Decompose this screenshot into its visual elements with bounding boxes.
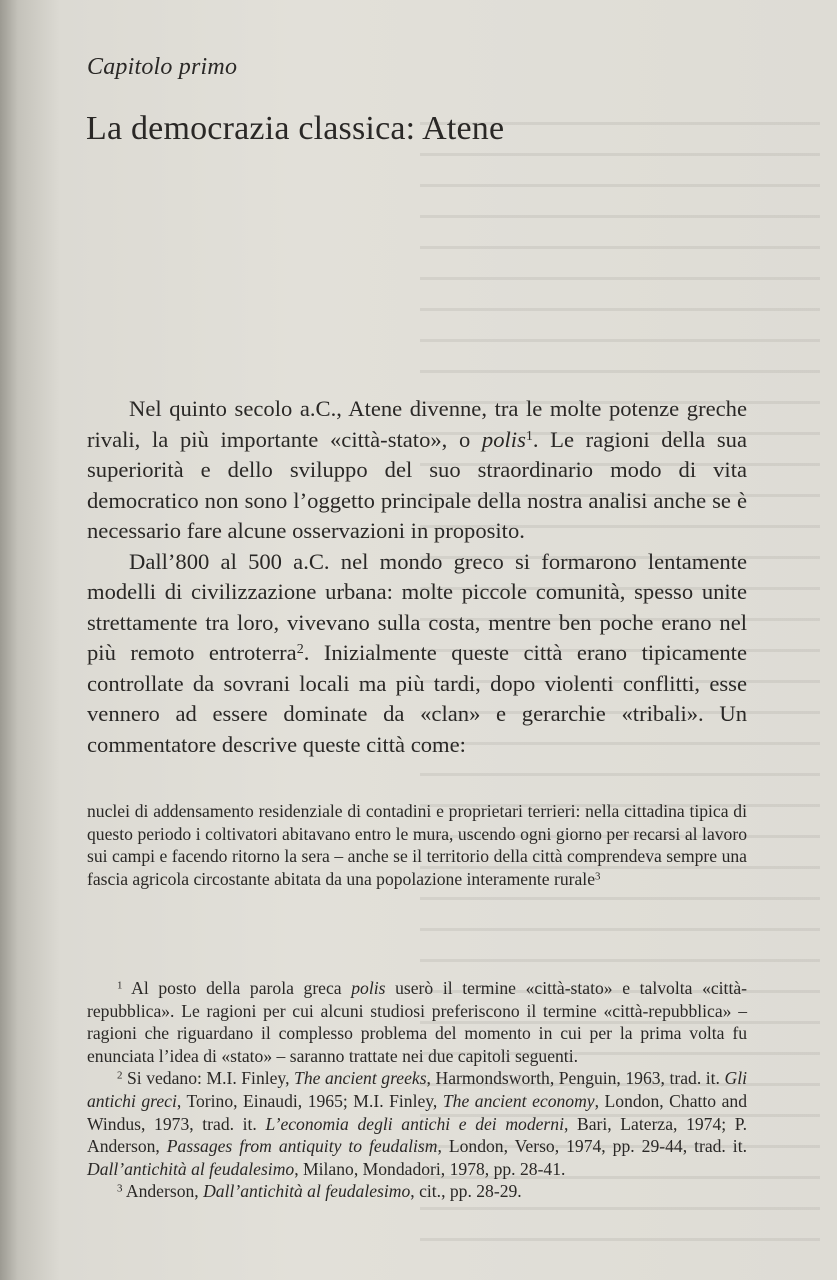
paragraph-1: Nel quinto secolo a.C., Atene divenne, tra le molte potenze greche rivali, la più importante «città-stato», o polis$^1$. Le ragioni della sua superiorità e dello sviluppo del suo straordinario modo di vita democratico non sono l’oggetto principale della nostra analisi anche se è necessario fare alcune osservazioni in proposito.: [87, 396, 747, 543]
main-text: [87, 394, 747, 760]
paragraph-2: Dall’800 al 500 a.C. nel mondo greco si formarono lentamente modelli di civilizzazione urbana: molte piccole comunità, spesso unite strettamente tra loro, vivevano sulla costa, mentre ben poche erano nel più remoto entroterra$^2$. Inizialmente queste città erano tipicamente controllate da sovrani locali ma più tardi, dopo violenti conflitti, esse vennero ad essere dominate da «clan» e gerarchie «tribali». Un commentatore descrive queste città come:: [87, 548, 747, 757]
footnote-1: $^1$ Al posto della parola greca polis userò il termine «città-stato» e talvolta «città-repubblica». Le ragioni per cui alcuni studiosi preferiscono il termine «città-repubblica» – ragioni che riguardano il complesso problema del momento in cui per la prima volta fu enunciata l’idea di «stato» – saranno trattate nei due capitoli seguenti.: [87, 978, 748, 1066]
footnote-3: $^3$ Anderson, Dall’antichità al feudalesimo, cit., pp. 28-29.: [117, 1181, 522, 1202]
block-quote: nuclei di addensamento residenziale di contadini e proprietari terrieri: nella cittadina tipica di questo periodo i coltivatori abitavano entro le mura, uscendo ogni giorno per recarsi al lavoro sui campi e facendo ritorno la sera – anche se il territorio della città comprendeva sempre una fascia agricola circostante abitata da una popolazione interamente rurale$^3$: [87, 801, 747, 889]
footnotes: [87, 977, 747, 1203]
footnote-ref-3: 3: [595, 870, 601, 883]
chapter-label: Capitolo primo: [87, 54, 238, 80]
chapter-title: La democrazia classica: Atene: [86, 110, 505, 147]
footnote-2: $^2$ Si vedano: M.I. Finley, The ancient greeks, Harmondsworth, Penguin, 1963, trad. it. Gli antichi greci, Torino, Einaudi, 1965; M.I. Finley, The ancient economy, London, Chatto and Windus, 1973, trad. it. L’economia degli antichi e dei moderni, Bari, Laterza, 1974; P. Anderson, Passages from antiquity to feudalism, London, Verso, 1974, pp. 29-44, trad. it. Dall’antichità al feudalesimo, Milano, Mondadori, 1978, pp. 28-41.: [87, 1068, 748, 1179]
footnote-ref-2: 2: [296, 642, 304, 657]
polis-term: polis: [481, 426, 526, 452]
footnote-ref-1: 1: [525, 428, 533, 444]
